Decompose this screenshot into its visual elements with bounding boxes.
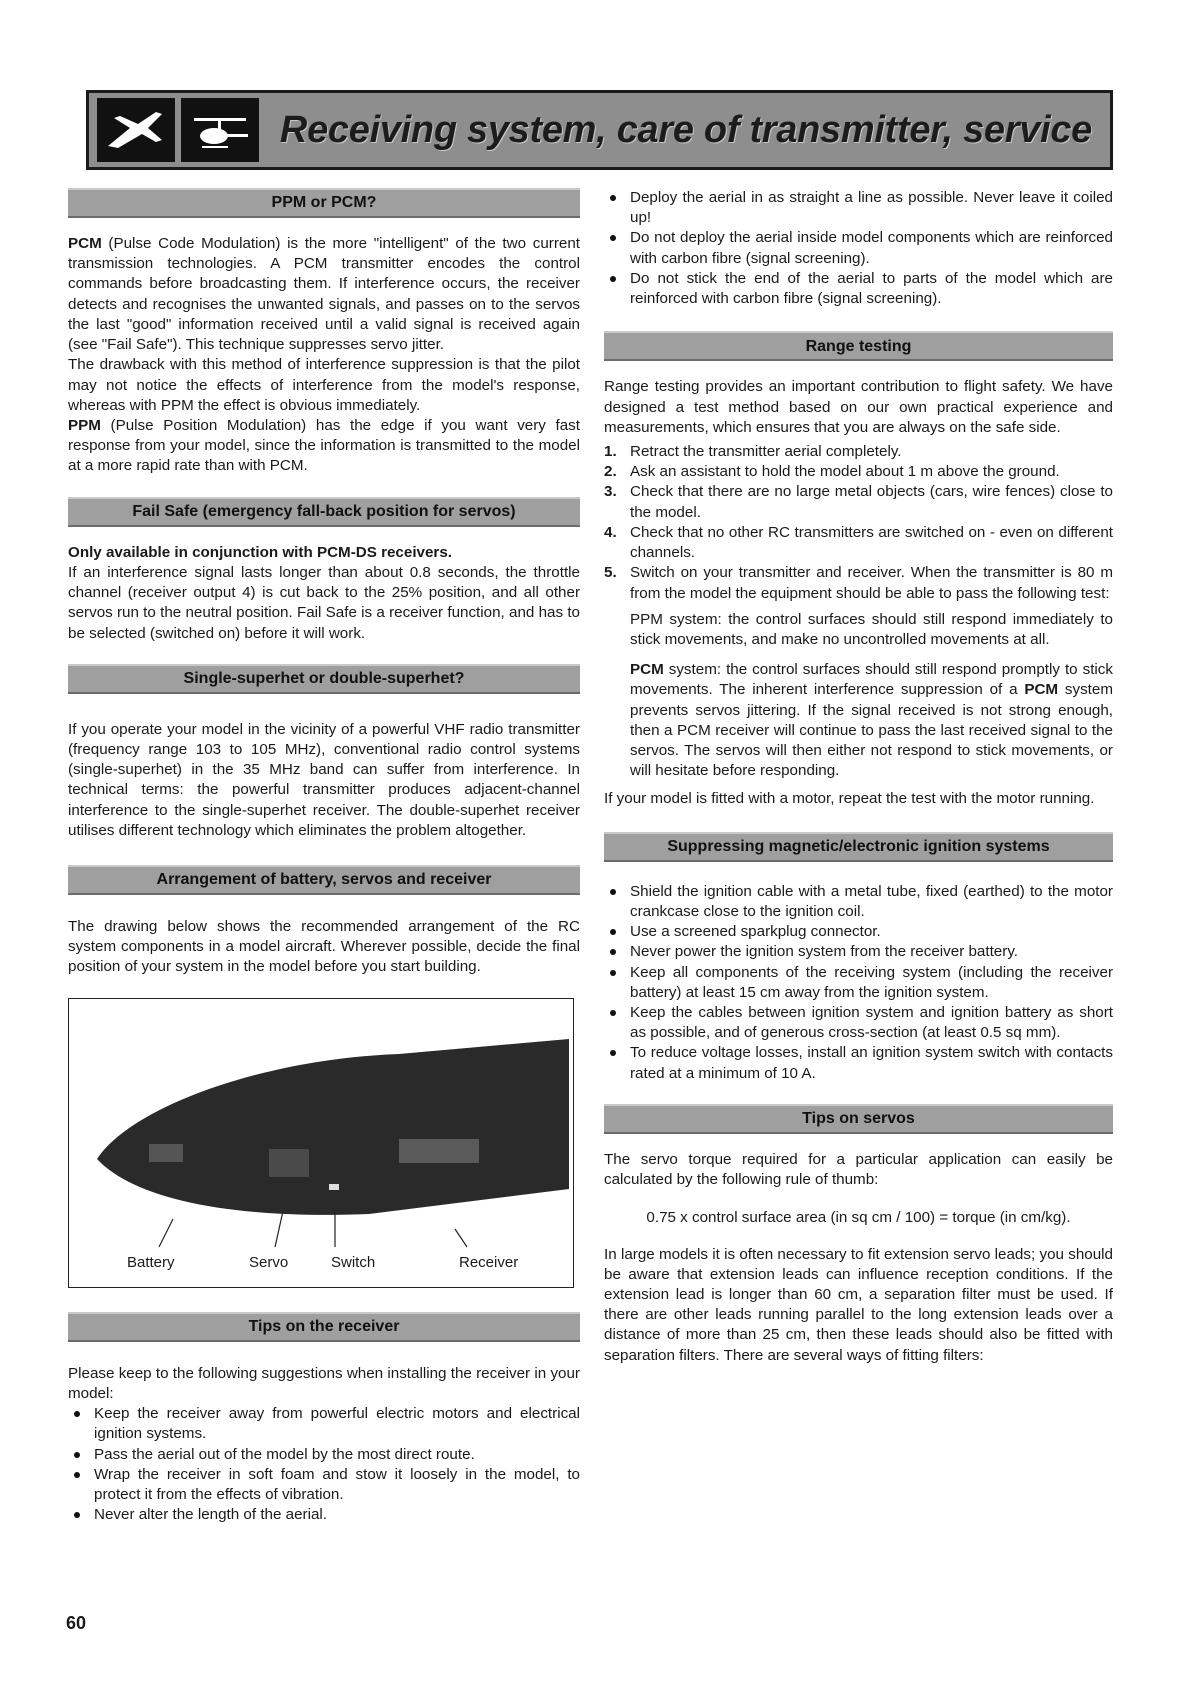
list-item: Keep all components of the receiving system (including the receiver battery) at least 15 cm away from the ignition system. [604,963,1113,1003]
list-item: Keep the cables between ignition system and ignition battery as short as possible, and of generous cross-section (at least 0.5 sq mm). [604,1003,1113,1043]
paragraph: The drawing below shows the recommended arrangement of the RC system components in a model aircraft. Wherever possible, decide the final position of your system in the model before you start building. [68,918,580,976]
receiver-shape [399,1139,479,1163]
paragraph-text: (Pulse Code Modulation) is the more "intelligent" of the two current transmission technologies. A PCM transmitter encodes the control commands before broadcasting them. If interference occurs, the receiver detects and recognises the unwanted signals, and passes on to the servos the last "good" information received until a valid signal is received again (see "Fail Safe"). This technique suppresses servo jitter. [68,235,580,354]
term-ppm: PPM [68,416,101,434]
section-heading-range-testing: Range testing [604,331,1113,361]
step-text: Retract the transmitter aerial completely. [630,442,902,460]
ignition-tips-list [604,882,1113,1084]
helicopter-icon [181,98,259,162]
term-pcm: PCM [630,661,664,679]
step-number: 4. [604,523,617,541]
aerial-tips-list [604,188,1113,309]
torque-formula: 0.75 x control surface area (in sq cm / 100) = torque (in cm/kg). [646,1209,1071,1227]
rc-arrangement-diagram [68,998,574,1288]
section-heading-fail-safe: Fail Safe (emergency fall-back position for servos) [68,497,580,527]
title-banner [86,90,1113,170]
list-item: Never power the ignition system from the receiver battery. [604,942,1113,962]
label-servo: Servo [249,1253,289,1271]
lead-text: Only available in conjunction with PCM-DS receivers. [68,543,453,561]
paragraph [68,416,580,477]
paragraph-text: system: the control surfaces should still respond promptly to stick movements. The inherent interference suppression of a [630,661,1113,699]
switch-shape [329,1184,339,1190]
aircraft-icon [97,98,175,162]
paragraph: Range testing provides an important contribution to flight safety. We have designed a test method based on our own practical experience and measurements, which ensures that you are always on the safe side. [604,378,1113,436]
step-item [604,442,1113,462]
list-item: Do not deploy the aerial inside model components which are reinforced with carbon fibre (signal screening). [604,228,1113,268]
step-item [604,563,1113,603]
list-item: Never alter the length of the aerial. [68,1505,580,1525]
section-heading-receiver-tips: Tips on the receiver [68,1312,580,1342]
list-item: Shield the ignition cable with a metal tube, fixed (earthed) to the motor crankcase close to the ignition coil. [604,882,1113,922]
paragraph: If your model is fitted with a motor, repeat the test with the motor running. [604,790,1095,808]
step-text: Switch on your transmitter and receiver. When the transmitter is 80 m from the model the equipment should be able to pass the following test: [630,564,1113,602]
range-test-steps [604,442,1113,604]
paragraph: If you operate your model in the vicinity of a powerful VHF radio transmitter (frequency range 103 to 105 MHz), conventional radio control systems (single-superhet) in the 35 MHz band can suffer from interference. In technical terms: the powerful transmitter produces adjacent-channel interference to the single-superhet receiver. The double-superhet receiver utilises different technology which eliminates the problem altogether. [68,720,580,839]
label-battery: Battery [127,1253,175,1271]
section-heading-servo-tips: Tips on servos [604,1104,1113,1134]
step-item [604,523,1113,563]
step-number: 5. [604,564,617,582]
left-column [68,188,580,1525]
step-item [604,462,1113,482]
step-number: 2. [604,463,617,481]
label-receiver: Receiver [459,1253,519,1271]
paragraph-lead [68,543,580,563]
list-item: Keep the receiver away from powerful electric motors and electrical ignition systems. [68,1404,580,1444]
pcm-result [604,660,1113,781]
paragraph: The drawback with this method of interference suppression is that the pilot may not notice the effects of interference from the model's response, whereas with PPM the effect is obvious immediately. [68,356,580,414]
step-number: 1. [604,442,617,460]
term-pcm: PCM [68,235,102,252]
paragraph-text: (Pulse Position Modulation) has the edge if you want very fast response from your model, since the information is transmitted to the model at a more rapid rate than with PCM. [68,416,580,475]
paragraph: In large models it is often necessary to fit extension servo leads; you should be aware that extension leads can influence reception conditions. If the extension lead is longer than 60 cm, a separation filter must be used. If there are other leads running parallel to the long extension leads over a distance of more than 25 cm, then these leads should also be fitted with separation filters. There are several ways of fitting filters: [604,1245,1113,1364]
label-switch: Switch [331,1253,376,1271]
ppm-result: PPM system: the control surfaces should still respond immediately to stick movements, and make no uncontrolled movements at all. [630,610,1113,648]
section-heading-ignition: Suppressing magnetic/electronic ignition systems [604,832,1113,862]
servo-shape [269,1149,309,1177]
list-item: Wrap the receiver in soft foam and stow it loosely in the model, to protect it from the effects of vibration. [68,1465,580,1505]
page-title: Receiving system, care of transmitter, service [279,108,1092,151]
paragraph: If an interference signal lasts longer than about 0.8 seconds, the throttle channel (receiver output 4) is cut back to the 25% position, and all other servos run to the neutral position. Fail Safe is a receiver function, and has to be selected (switched on) before it will work. [68,563,580,642]
step-text: Check that there are no large metal objects (cars, wire fences) close to the model. [630,483,1113,521]
list-item: Use a screened sparkplug connector. [604,922,1113,942]
page-number: 60 [66,1613,87,1633]
paragraph: The servo torque required for a particular application can easily be calculated by the following rule of thumb: [604,1150,1113,1189]
step-item [604,482,1113,522]
term-pcm: PCM [1024,681,1059,699]
step-text: Check that no other RC transmitters are switched on - even on different channels. [630,523,1113,562]
paragraph-text: system prevents servos jittering. If the signal received is not strong enough, then a PCM receiver will continue to pass the last received signal to the servos. The servos will then either not respond to stick movements, or will hesitate before responding. [630,681,1113,780]
section-heading-superhet: Single-superhet or double-superhet? [68,664,580,694]
list-item: Do not stick the end of the aerial to parts of the model which are reinforced with carbon fibre (signal screening). [604,269,1113,309]
battery-shape [149,1144,183,1162]
list-item: Deploy the aerial in as straight a line as possible. Never leave it coiled up! [604,188,1113,228]
right-column [604,188,1113,1366]
step-text: Ask an assistant to hold the model about 1 m above the ground. [630,463,1060,481]
paragraph [68,234,580,355]
paragraph: Please keep to the following suggestions when installing the receiver in your model: [68,1364,580,1402]
list-item: Pass the aerial out of the model by the most direct route. [68,1445,580,1465]
receiver-tips-list [68,1404,580,1525]
section-heading-arrangement: Arrangement of battery, servos and receiver [68,865,580,895]
section-heading-ppm-pcm: PPM or PCM? [68,188,580,218]
list-item: To reduce voltage losses, install an ignition system switch with contacts rated at a minimum of 10 A. [604,1043,1113,1083]
step-number: 3. [604,483,617,501]
